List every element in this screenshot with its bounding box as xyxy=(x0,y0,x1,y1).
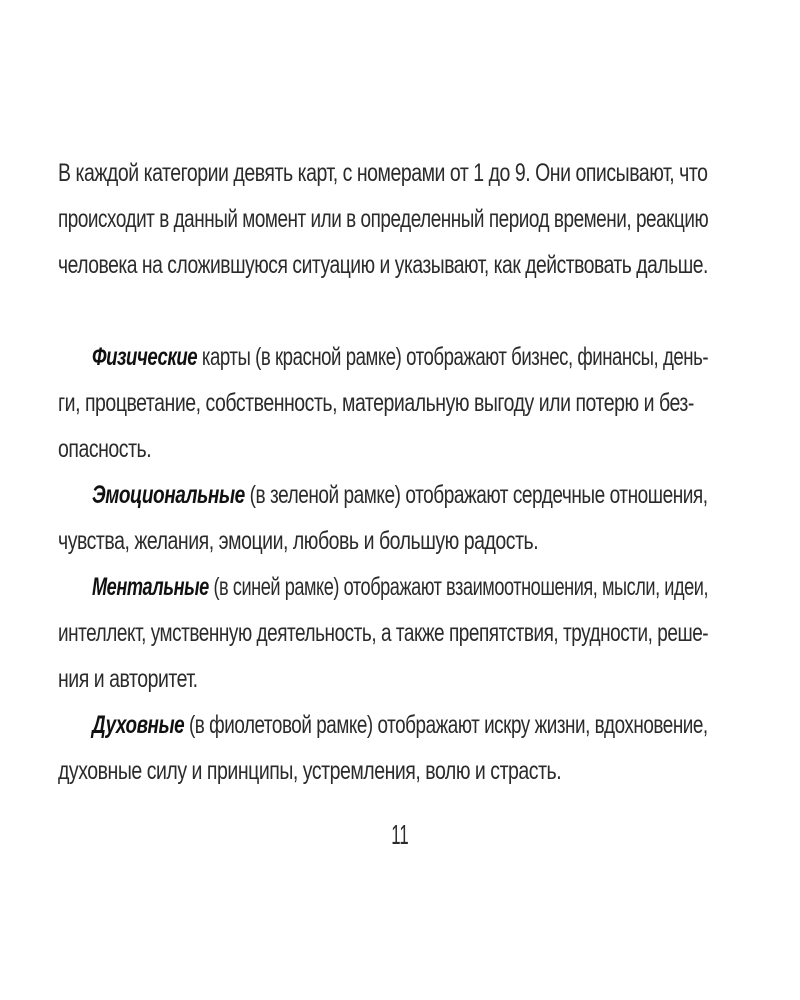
mental-paragraph-line-2: интеллект, умственную деятельность, а также препятствия, трудности, реше- xyxy=(58,619,709,647)
intro-line-1: В каждой категории девять карт, с номерами от 1 до 9. Они описывают, что xyxy=(58,159,708,187)
mental-category-name: Ментальные xyxy=(92,573,209,601)
spiritual-paragraph-line-1 xyxy=(92,702,708,748)
spiritual-paragraph-line-2: духовные силу и принципы, устремления, волю и страсть. xyxy=(58,757,562,785)
emotional-paragraph-line-2: чувства, желания, эмоции, любовь и большую радость. xyxy=(58,527,539,555)
page-number: 11 xyxy=(391,819,409,850)
mental-paragraph-line-3: ния и авторитет. xyxy=(58,665,198,693)
emotional-category-name: Эмоциональные xyxy=(92,481,245,509)
physical-category-name: Физические xyxy=(92,343,198,371)
physical-description-start: карты (в красной рамке) отображают бизнес, финансы, день- xyxy=(197,343,709,371)
physical-paragraph-line-3: опасность. xyxy=(58,435,152,463)
physical-paragraph-line-2: ги, процветание, собственность, материальную выгоду или потерю и без- xyxy=(58,389,694,417)
intro-line-2: происходит в данный момент или в определенный период времени, реакцию xyxy=(58,205,709,233)
mental-description-start: (в синей рамке) отображают взаимоотношения, мысли, идеи, xyxy=(208,573,709,601)
physical-paragraph-line-1 xyxy=(92,334,708,380)
emotional-description-start: (в зеленой рамке) отображают сердечные отношения, xyxy=(244,481,708,509)
mental-paragraph-line-1 xyxy=(92,564,708,610)
emotional-paragraph-line-1 xyxy=(92,472,708,518)
spiritual-category-name: Духовные xyxy=(92,711,185,739)
intro-line-3: человека на сложившуюся ситуацию и указывают, как действовать дальше. xyxy=(58,251,708,279)
spiritual-description-start: (в фиолетовой рамке) отображают искру жизни, вдохновение, xyxy=(184,711,708,739)
